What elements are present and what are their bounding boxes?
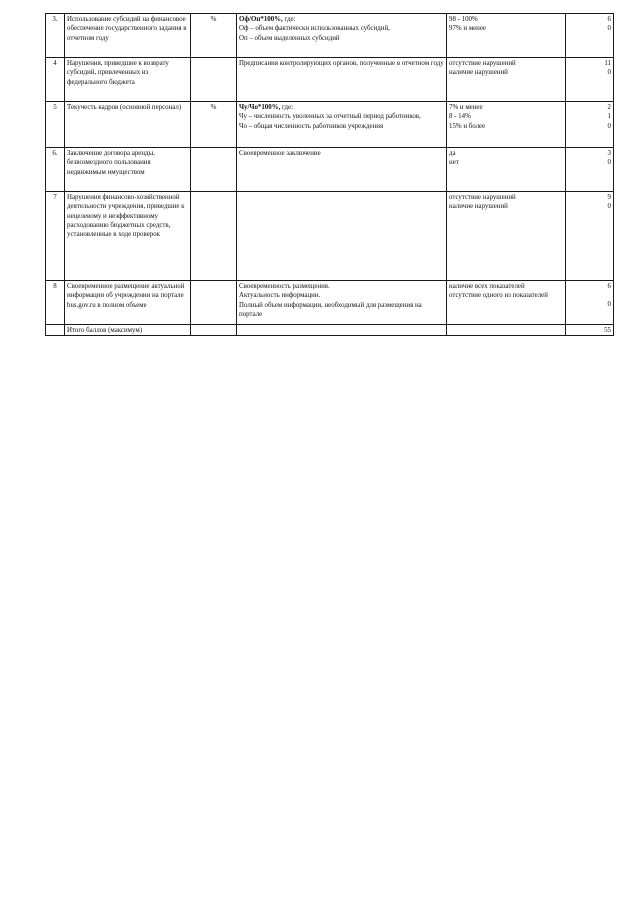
score: 3 [607, 150, 611, 157]
criterion: отсутствие нарушений [449, 194, 516, 201]
score: 6 [607, 16, 611, 23]
total-empty-cell [191, 325, 237, 336]
formula-line: Чо – общая численность работников учреждения [239, 122, 384, 130]
criteria-cell [447, 192, 566, 281]
score-cell [566, 192, 614, 281]
score: 0 [607, 159, 611, 167]
unit [191, 148, 237, 192]
unit [191, 192, 237, 281]
table-row [46, 148, 614, 192]
criterion: 97% и менее [449, 25, 486, 33]
formula-line: Актуальность информации. [239, 292, 321, 300]
unit [191, 58, 237, 102]
criteria-cell [447, 14, 566, 58]
unit: % [191, 14, 237, 58]
score: 0 [607, 301, 611, 309]
formula-main: Оф/Оп*100%, [239, 16, 283, 23]
row-number: 4 [46, 58, 65, 102]
criterion: 15% и более [449, 122, 486, 130]
criteria-cell [447, 281, 566, 325]
score: 0 [607, 69, 611, 77]
criterion: 7% и менее [449, 104, 483, 111]
formula-suffix: где: [280, 104, 294, 111]
row-number: 3. [46, 14, 65, 58]
total-empty-cell [447, 325, 566, 336]
table-row [46, 281, 614, 325]
criterion: да [449, 150, 456, 157]
indicator-name: Своевременное размещение актуальной информации об учреждении на портале bus.gov.ru в полном объеме [65, 281, 191, 325]
score: 2 [607, 104, 611, 111]
criterion: наличие нарушений [449, 69, 508, 77]
total-label: Итого баллов (максимум) [65, 325, 191, 336]
total-value: 55 [566, 325, 614, 336]
row-number: 6. [46, 148, 65, 192]
formula-line: Оп – объем выделенных субсидий [239, 34, 340, 42]
table-row [46, 192, 614, 281]
criteria-cell [447, 102, 566, 148]
score: 0 [607, 122, 611, 130]
unit: % [191, 102, 237, 148]
row-number: 8 [46, 281, 65, 325]
criteria-cell [447, 148, 566, 192]
criterion: 8 - 14% [449, 113, 471, 121]
table-row [46, 58, 614, 102]
formula-line: Полный объем информации, необходимый для размещения на портале [239, 301, 422, 318]
total-row [46, 325, 614, 336]
score: 11 [604, 60, 611, 67]
formula-cell [237, 102, 447, 148]
indicator-name: Использование субсидий на финансовое обеспечение государственного задания в отчетном году [65, 14, 191, 58]
score: 1 [607, 113, 611, 121]
score: 0 [607, 203, 611, 211]
formula-line: Оф – объем фактически использованных субсидий, [239, 25, 390, 33]
formula-cell [237, 14, 447, 58]
score: 9 [607, 194, 611, 201]
criterion: наличие всех показателей [449, 283, 525, 290]
row-number: 5 [46, 102, 65, 148]
formula-main: Чу/Чо*100%, [239, 104, 281, 111]
criterion: отсутствие нарушений [449, 60, 516, 67]
score: 6 [607, 283, 611, 290]
table-row [46, 102, 614, 148]
table-row [46, 14, 614, 58]
criterion: нет [449, 159, 459, 167]
criterion: 98 - 100% [449, 16, 478, 23]
formula-line: Своевременность размещения. [239, 283, 330, 290]
indicator-name: Нарушения, приведшие к возврату субсидий, привлеченных из федерального бюджета [65, 58, 191, 102]
score-cell [566, 148, 614, 192]
criterion: отсутствие одного из показателей [449, 292, 548, 300]
criteria-table [45, 13, 614, 336]
unit [191, 281, 237, 325]
formula-line: Чу – численность уволенных за отчетный период работников, [239, 113, 421, 121]
score-cell [566, 281, 614, 325]
total-empty-cell [237, 325, 447, 336]
score-cell [566, 102, 614, 148]
row-number: 7 [46, 192, 65, 281]
formula-cell [237, 281, 447, 325]
indicator-name: Текучесть кадров (основной персонал) [65, 102, 191, 148]
formula-cell: Своевременное заключение [237, 148, 447, 192]
criterion: наличие нарушений [449, 203, 508, 211]
score-cell [566, 14, 614, 58]
score-cell [566, 58, 614, 102]
score: 0 [607, 25, 611, 33]
formula-cell: Предписания контролирующих органов, полученные в отчетном году [237, 58, 447, 102]
indicator-name: Заключение договора аренды, безвозмездного пользования недвижимым имуществом [65, 148, 191, 192]
indicator-name: Нарушения финансово-хозяйственной деятельности учреждения, приведшие к нецелевому и неэффективному расходованию бюджетных средств, установленные в ходе проверок [65, 192, 191, 281]
criteria-cell [447, 58, 566, 102]
formula-cell [237, 192, 447, 281]
total-empty-cell [46, 325, 65, 336]
formula-suffix: где: [282, 16, 296, 23]
